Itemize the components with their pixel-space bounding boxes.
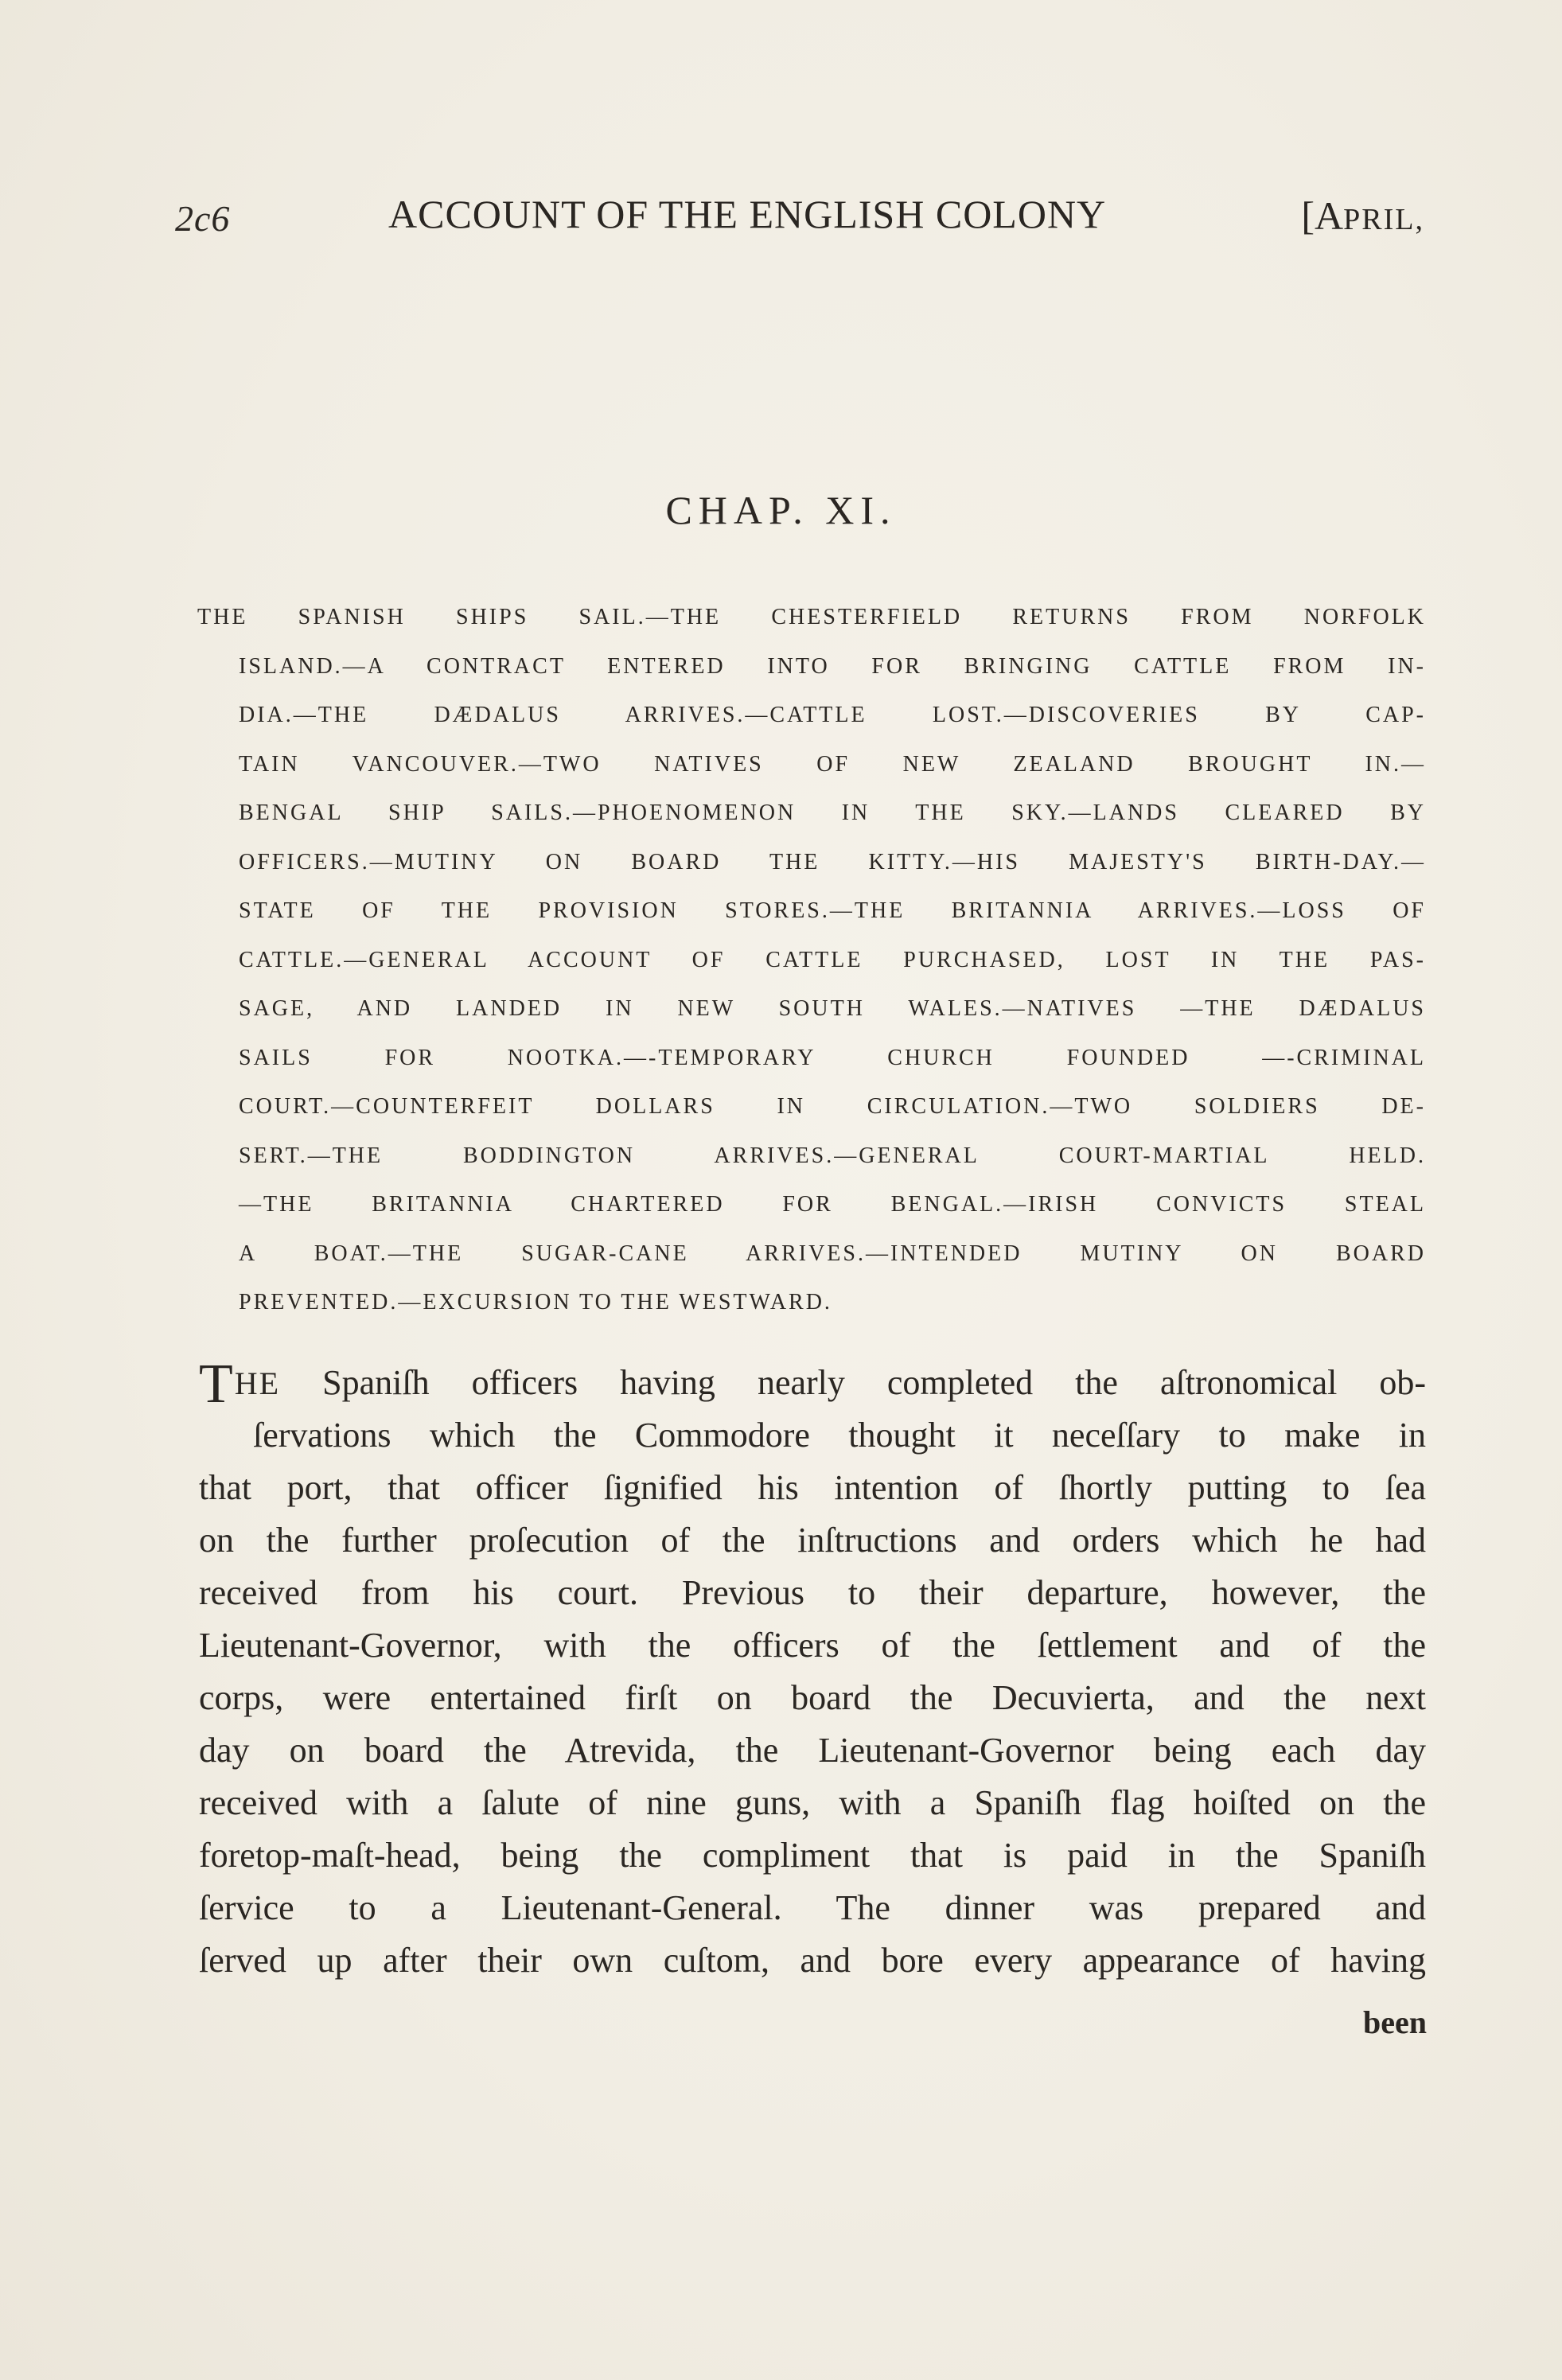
initial-rest: HE	[234, 1365, 281, 1401]
body-line: corps, were entertained firſt on board the Decuvierta, and the next	[199, 1678, 1426, 1717]
body-line: ſervations which the Commodore thought it neceſſary to make in	[253, 1416, 1426, 1455]
running-date	[1301, 193, 1424, 239]
body-line: that port, that officer ſignified his intention of ſhortly putting to ſea	[199, 1468, 1426, 1507]
synopsis-line: SAGE, AND LANDED IN NEW SOUTH WALES.—NATIVES —THE DÆDALUS	[239, 996, 1426, 1021]
page-number: 2c6	[175, 198, 231, 239]
chapter-heading: CHAP. XI.	[665, 488, 897, 532]
synopsis-line: BENGAL SHIP SAILS.—PHOENOMENON IN THE SKY.—LANDS CLEARED BY	[239, 800, 1426, 825]
body-line: foretop-maſt-head, being the compliment that is paid in the Spaniſh	[199, 1836, 1426, 1875]
body-text	[199, 1354, 1426, 1987]
date-rest: PRIL,	[1343, 203, 1424, 236]
running-header	[175, 191, 1432, 247]
synopsis-line: SAILS FOR NOOTKA.—-TEMPORARY CHURCH FOUNDED —-CRIMINAL	[239, 1045, 1426, 1070]
date-bracket: [	[1301, 193, 1315, 238]
synopsis-line: ISLAND.—A CONTRACT ENTERED INTO FOR BRINGING CATTLE FROM IN-	[239, 653, 1426, 679]
synopsis-line: THE SPANISH SHIPS SAIL.—THE CHESTERFIELD RETURNS FROM NORFOLK	[197, 605, 1426, 629]
body-line: on the further proſecution of the inſtructions and orders which he had	[199, 1521, 1426, 1560]
synopsis-line: COURT.—COUNTERFEIT DOLLARS IN CIRCULATION.—TWO SOLDIERS DE-	[239, 1094, 1426, 1119]
chapter-synopsis	[197, 593, 1426, 1327]
running-title: ACCOUNT OF THE ENGLISH COLONY	[388, 192, 1107, 236]
synopsis-line: A BOAT.—THE SUGAR-CANE ARRIVES.—INTENDED MUTINY ON BOARD	[239, 1241, 1426, 1266]
body-line-first	[199, 1354, 1426, 1415]
body-line: ſervice to a Lieutenant-General. The dinner was prepared and	[199, 1888, 1426, 1927]
first-line-text: Spaniſh officers having nearly completed the aſtronomical ob-	[280, 1363, 1426, 1402]
body-line: day on board the Atrevida, the Lieutenant-Governor being each day	[199, 1731, 1426, 1770]
synopsis-line: TAIN VANCOUVER.—TWO NATIVES OF NEW ZEALAND BROUGHT IN.—	[239, 751, 1426, 777]
body-line: received from his court. Previous to their departure, however, the	[199, 1573, 1426, 1612]
synopsis-line: CATTLE.—GENERAL ACCOUNT OF CATTLE PURCHASED, LOST IN THE PAS-	[239, 947, 1426, 972]
synopsis-line: —THE BRITANNIA CHARTERED FOR BENGAL.—IRISH CONVICTS STEAL	[239, 1192, 1426, 1217]
date-initial: A	[1315, 193, 1344, 238]
synopsis-line: OFFICERS.—MUTINY ON BOARD THE KITTY.—HIS MAJESTY'S BIRTH-DAY.—	[239, 849, 1426, 874]
catchword: been	[1363, 2004, 1427, 2040]
drop-cap: T	[199, 1354, 233, 1415]
synopsis-line: DIA.—THE DÆDALUS ARRIVES.—CATTLE LOST.—DISCOVERIES BY CAP-	[239, 703, 1426, 727]
body-line: Lieutenant-Governor, with the officers of the ſettlement and of the	[199, 1626, 1426, 1665]
synopsis-line: STATE OF THE PROVISION STORES.—THE BRITANNIA ARRIVES.—LOSS OF	[239, 898, 1426, 923]
body-line: ſerved up after their own cuſtom, and bore every appearance of having	[199, 1941, 1426, 1980]
synopsis-line: PREVENTED.—EXCURSION TO THE WESTWARD.	[239, 1290, 832, 1315]
body-line: received with a ſalute of nine guns, with a Spaniſh flag hoiſted on the	[199, 1783, 1426, 1822]
synopsis-line: SERT.—THE BODDINGTON ARRIVES.—GENERAL COURT-MARTIAL HELD.	[239, 1143, 1426, 1168]
